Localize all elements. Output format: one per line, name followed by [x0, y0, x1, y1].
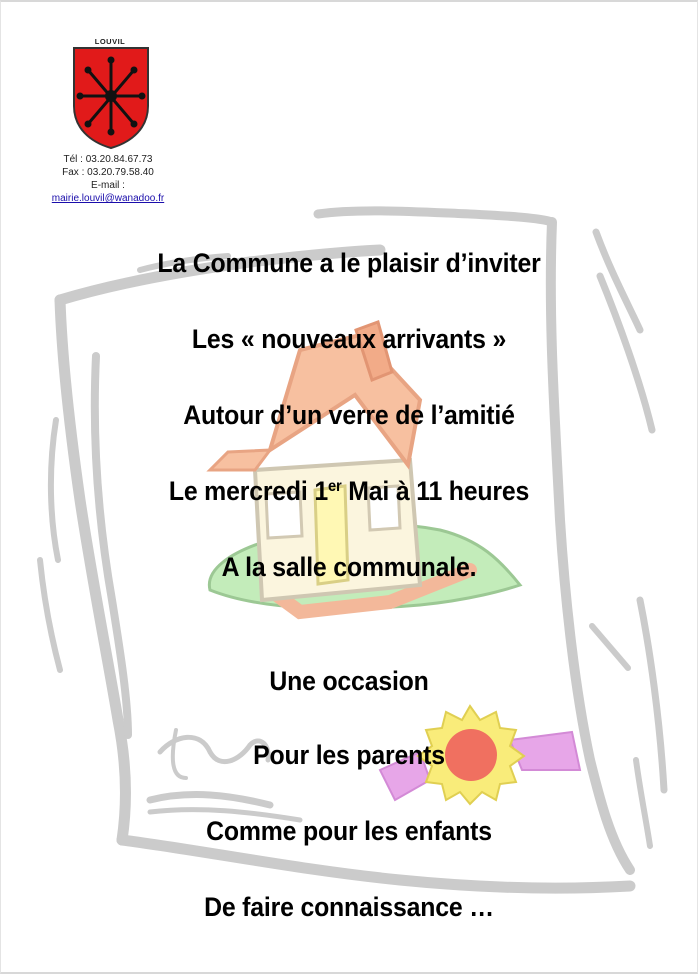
commune-name: LOUVIL [94, 37, 126, 46]
invitation-line-8: Comme pour les enfants [206, 816, 492, 846]
invitation-line-7: Pour les parents [253, 740, 445, 770]
date-ordinal: er [327, 478, 342, 496]
coat-of-arms-icon [72, 46, 150, 150]
phone-number: Tél : 03.20.84.67.73 [63, 154, 153, 165]
email-label: E-mail : [91, 180, 125, 191]
email-link[interactable]: mairie.louvil@wanadoo.fr [51, 193, 165, 204]
invitation-line-6: Une occasion [269, 666, 429, 696]
contact-block [38, 153, 178, 205]
invitation-line-3: Autour d’un verre de l’amitié [183, 400, 515, 430]
invitation-line-1: La Commune a le plaisir d’inviter [157, 248, 541, 278]
invitation-line-5: A la salle communale. [221, 552, 477, 582]
date-suffix: Mai à 11 heures [341, 476, 530, 506]
invitation-date-line [28, 476, 670, 507]
date-prefix: Le mercredi 1 [168, 476, 328, 506]
invitation-line-2: Les « nouveaux arrivants » [191, 324, 507, 354]
invitation-line-9: De faire connaissance … [204, 892, 494, 922]
fax-number: Fax : 03.20.79.58.40 [62, 167, 154, 178]
